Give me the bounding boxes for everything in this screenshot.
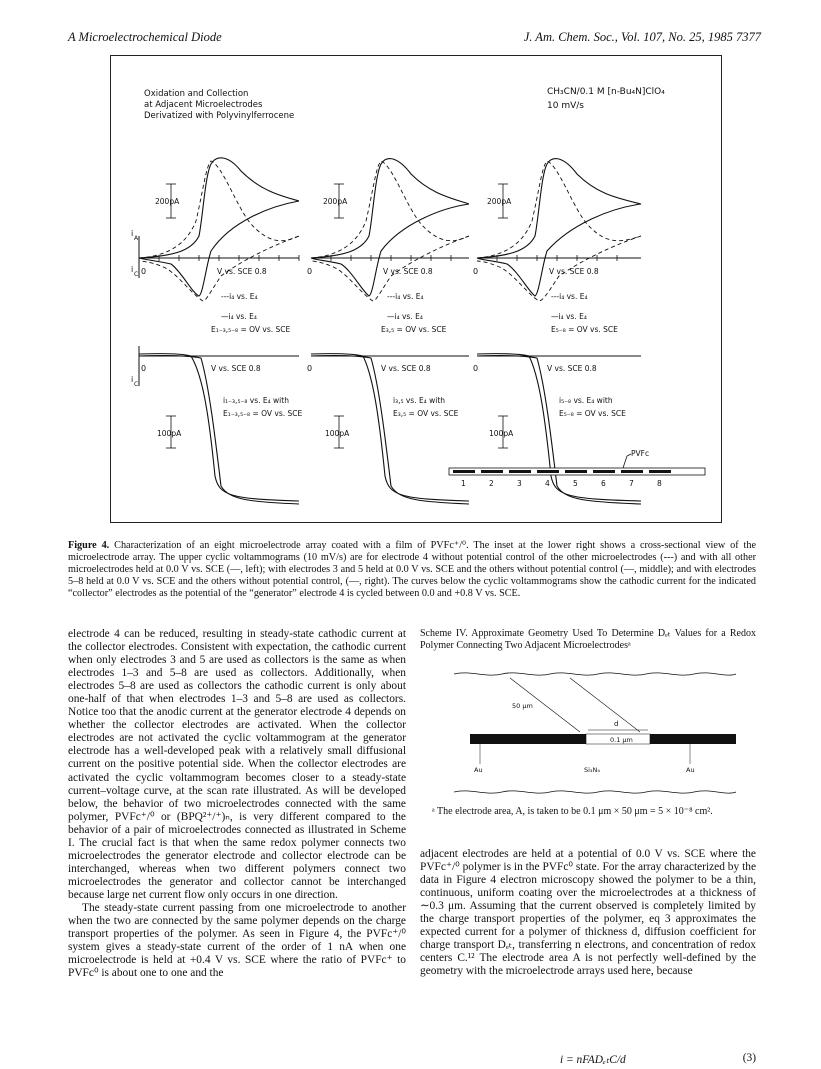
pvfc-label: PVFc <box>631 449 650 458</box>
length-label-50um: 50 μm <box>512 702 533 710</box>
scale-bar-200pa-middle: 200pA <box>323 197 348 206</box>
legend-cond-left: E₁₋₃,₅₋₈ = OV vs. SCE <box>211 325 291 334</box>
electrode-number-1: 1 <box>461 479 466 488</box>
collector-label-middle: i₃,₅ vs. E₄ with <box>393 396 446 405</box>
v-axis-lower-left: V vs. SCE 0.8 <box>211 364 261 373</box>
cv-dashed-left <box>139 161 299 258</box>
electrode-number-8: 8 <box>657 479 662 488</box>
caption-text: Characterization of an eight microelectrode array coated with a film of PVFc⁺/⁰. The inset at the lower right shows a cross-sectional view of the microelectrode array. The upper cyclic voltammograms (10 mV/s) are for electrode 4 without potential control of the other microelectrodes (---) and with all other microelectrodes held at 0.0 V vs. SCE (—, left); with electrodes 3 and 5 held at 0.0 V vs. SCE and the others without potential control (—, middle); and with electrodes 5–8 held at 0.0 V vs. SCE and the others without potential control, (—, right). The curves below the cyclic voltammograms show the cathodic current for the indicated “collector” electrodes as the potential of the “generator” electrode 4 is cycled between 0.0 and +0.8 V vs. SCE. <box>68 540 756 600</box>
left-paragraph-2: The steady-state current passing from one microelectrode to another when the two are connected by the same polymer depends on the charge transport properties of the polymer. As seen in Figure 4, the PVFc⁺/⁰ system gives a steady-state current of the order of 1 nA when one microelectrode is held at +0.4 V vs. SCE where the ratio of PVFc⁺ to PVFc⁰ is about one to one and the <box>68 901 406 980</box>
au-label-left: Au <box>474 766 483 774</box>
legend-dash-right: ---i₄ vs. E₄ <box>551 292 588 301</box>
thickness-label-01um: 0.1 μm <box>610 736 633 744</box>
si3n4-label: Si₃N₄ <box>584 766 601 774</box>
legend-solid-right: —i₄ vs. E₄ <box>551 312 587 321</box>
au-label-right: Au <box>686 766 695 774</box>
v-axis-right: V vs. SCE 0.8 <box>549 267 599 276</box>
cathodic-axis-label-lower: i <box>131 375 134 384</box>
cv-solid-left-return <box>139 201 299 296</box>
left-paragraph-1: electrode 4 can be reduced, resulting in steady-state cathodic current at the collector electrodes. Consistent with expectation, the cathodic current when only electrodes 3 and 5 are used as collectors is the same as when electrodes 1–3 and 5–8 are used as collectors. Additionally, when electrodes 5–8 are used as collectors the cathodic current is only about one-half of that when electrodes 1–3 and 5–8 are used as collectors. Notice too that the anodic current at the generator electrode 4 depends on whether the collector electrodes are activated. When the collector electrodes are not activated the cyclic voltammogram at the generator electrode has a well-developed peak with a relatively small diffusional current on the positive potential side. When the collector electrodes are activated the cyclic voltammogram becomes closer to a steady-state current–voltage curve, at the scan rate illustrated. As will be developed below, the behavior of two microelectrodes connected with the same polymer, PVFc⁺/⁰ or (BPQ²⁺/⁺)ₙ, is very different compared to the behavior of a pair of microelectrodes connected as illustrated in Scheme I. The crucial fact is that when the same redox polymer connects two microelectrodes the generator electrode and collector electrode can be interchanged, whereas when two different polymers connect two microelectrodes the generator and collector cannot be interchanged because large net current flow only occurs in one direction. <box>68 628 406 901</box>
scheme-footnote: ᵃ The electrode area, A, is taken to be 0.1 μm × 50 μm = 5 × 10⁻⁸ cm². <box>432 806 713 817</box>
cv-solid-left <box>139 158 299 258</box>
gap-label-d: d <box>614 720 619 728</box>
solvent-conditions: CH₃CN/0.1 M [n-Bu₄N]ClO₄ <box>547 87 665 97</box>
legend-dash-left: ---i₄ vs. E₄ <box>221 292 258 301</box>
v-axis-middle: V vs. SCE 0.8 <box>383 267 433 276</box>
figure-4 <box>110 55 722 523</box>
cathodic-axis-sub-lower: C <box>134 381 139 388</box>
scale-bar-200pa-left: 200pA <box>155 197 180 206</box>
electrode-number-4: 4 <box>545 479 550 488</box>
legend-dash-middle: ---i₄ vs. E₄ <box>387 292 424 301</box>
zero-label-right: 0 <box>473 267 479 276</box>
zero-lower-middle: 0 <box>307 364 313 373</box>
scale-bar-100pa-middle: 100pA <box>325 429 350 438</box>
collector-cond-middle: E₃,₅ = OV vs. SCE <box>393 409 459 418</box>
legend-solid-left: —i₄ vs. E₄ <box>221 312 257 321</box>
figure-caption <box>68 540 756 600</box>
anodic-axis-sub: A <box>134 235 139 242</box>
electrode-number-6: 6 <box>601 479 606 488</box>
running-header-journal: J. Am. Chem. Soc., Vol. 107, No. 25, 1985 7377 <box>523 30 761 44</box>
electrode-number-5: 5 <box>573 479 578 488</box>
equation-body: i = nFADₑₜC/d <box>560 1054 626 1066</box>
cathodic-axis-label: i <box>131 265 134 274</box>
equation-number: (3) <box>742 1052 756 1064</box>
zero-label-left: 0 <box>141 267 147 276</box>
anodic-axis-label: i <box>131 229 134 238</box>
electrode-number-2: 2 <box>489 479 494 488</box>
scale-bar-100pa-right: 100pA <box>489 429 514 438</box>
scan-rate: 10 mV/s <box>547 101 584 111</box>
zero-lower-left: 0 <box>141 364 147 373</box>
panel-left <box>139 158 303 504</box>
v-axis-lower-right: V vs. SCE 0.8 <box>547 364 597 373</box>
collector-cond-right: E₅₋₈ = OV vs. SCE <box>559 409 626 418</box>
inset-title-line1: Oxidation and Collection <box>144 89 249 99</box>
legend-cond-middle: E₃,₅ = OV vs. SCE <box>381 325 447 334</box>
figure-4-plot <box>111 56 723 524</box>
left-gold-electrode <box>470 734 586 744</box>
electrode-number-7: 7 <box>629 479 634 488</box>
panel-middle <box>307 159 469 504</box>
v-axis-left: V vs. SCE 0.8 <box>217 267 267 276</box>
cross-section-inset <box>449 449 705 488</box>
cv-solid-right <box>477 159 641 258</box>
scale-bar-100pa-left: 100pA <box>157 429 182 438</box>
collector-cond-left: E₁₋₃,₅₋₈ = OV vs. SCE <box>223 409 303 418</box>
caption-label: Figure 4. <box>68 540 110 551</box>
inset-title-line3: Derivatized with Polyvinylferrocene <box>144 111 295 121</box>
legend-cond-right: E₅₋₈ = OV vs. SCE <box>551 325 618 334</box>
cv-solid-middle <box>311 159 469 258</box>
collector-curve-left-a <box>139 354 299 501</box>
cathodic-axis-sub: C <box>134 271 139 278</box>
scheme-iv-diagram <box>450 668 740 798</box>
zero-label-middle: 0 <box>307 267 313 276</box>
zero-lower-right: 0 <box>473 364 479 373</box>
right-paragraph-1: adjacent electrodes are held at a potential of 0.0 V vs. SCE where the PVFc⁺/⁰ polymer is in the PVFc⁰ state. For the array characterized by the data in Figure 4 electron microscopy showed the polymer to be a thin, continuous, uniform coating over the microelectrodes at a thickness of ∼0.3 μm. Assuming that the current observed is completely limited by the charge transport properties of the polymer, eq 3 approximates the expected current for a polymer of thickness d, diffusion coefficient for charge transport Dₑₜ, transferring n electrons, and concentration of redox centers C.¹² The electrode area A is not perfectly well-defined by the geometry with the microelectrode arrays used here, because <box>420 848 756 978</box>
right-column-body <box>420 848 756 978</box>
legend-solid-middle: —i₄ vs. E₄ <box>387 312 423 321</box>
collector-curve-right-a <box>477 354 641 501</box>
running-header-title: A Microelectrochemical Diode <box>68 30 222 44</box>
electrode-number-3: 3 <box>517 479 522 488</box>
right-gold-electrode <box>650 734 736 744</box>
collector-label-left: i₁₋₃,₅₋₈ vs. E₄ with <box>223 396 289 405</box>
scheme-title-block <box>420 628 756 652</box>
left-column <box>68 628 406 980</box>
panel-right <box>473 159 641 504</box>
v-axis-lower-middle: V vs. SCE 0.8 <box>381 364 431 373</box>
collector-label-right: i₅₋₈ vs. E₄ with <box>559 396 613 405</box>
inset-title-line2: at Adjacent Microelectrodes <box>144 100 263 110</box>
scheme-title: Scheme IV. Approximate Geometry Used To Determine Dₑₜ Values for a Redox Polymer Connecting Two Adjacent Microelectrodesᵃ <box>420 628 756 651</box>
scale-bar-200pa-right: 200pA <box>487 197 512 206</box>
